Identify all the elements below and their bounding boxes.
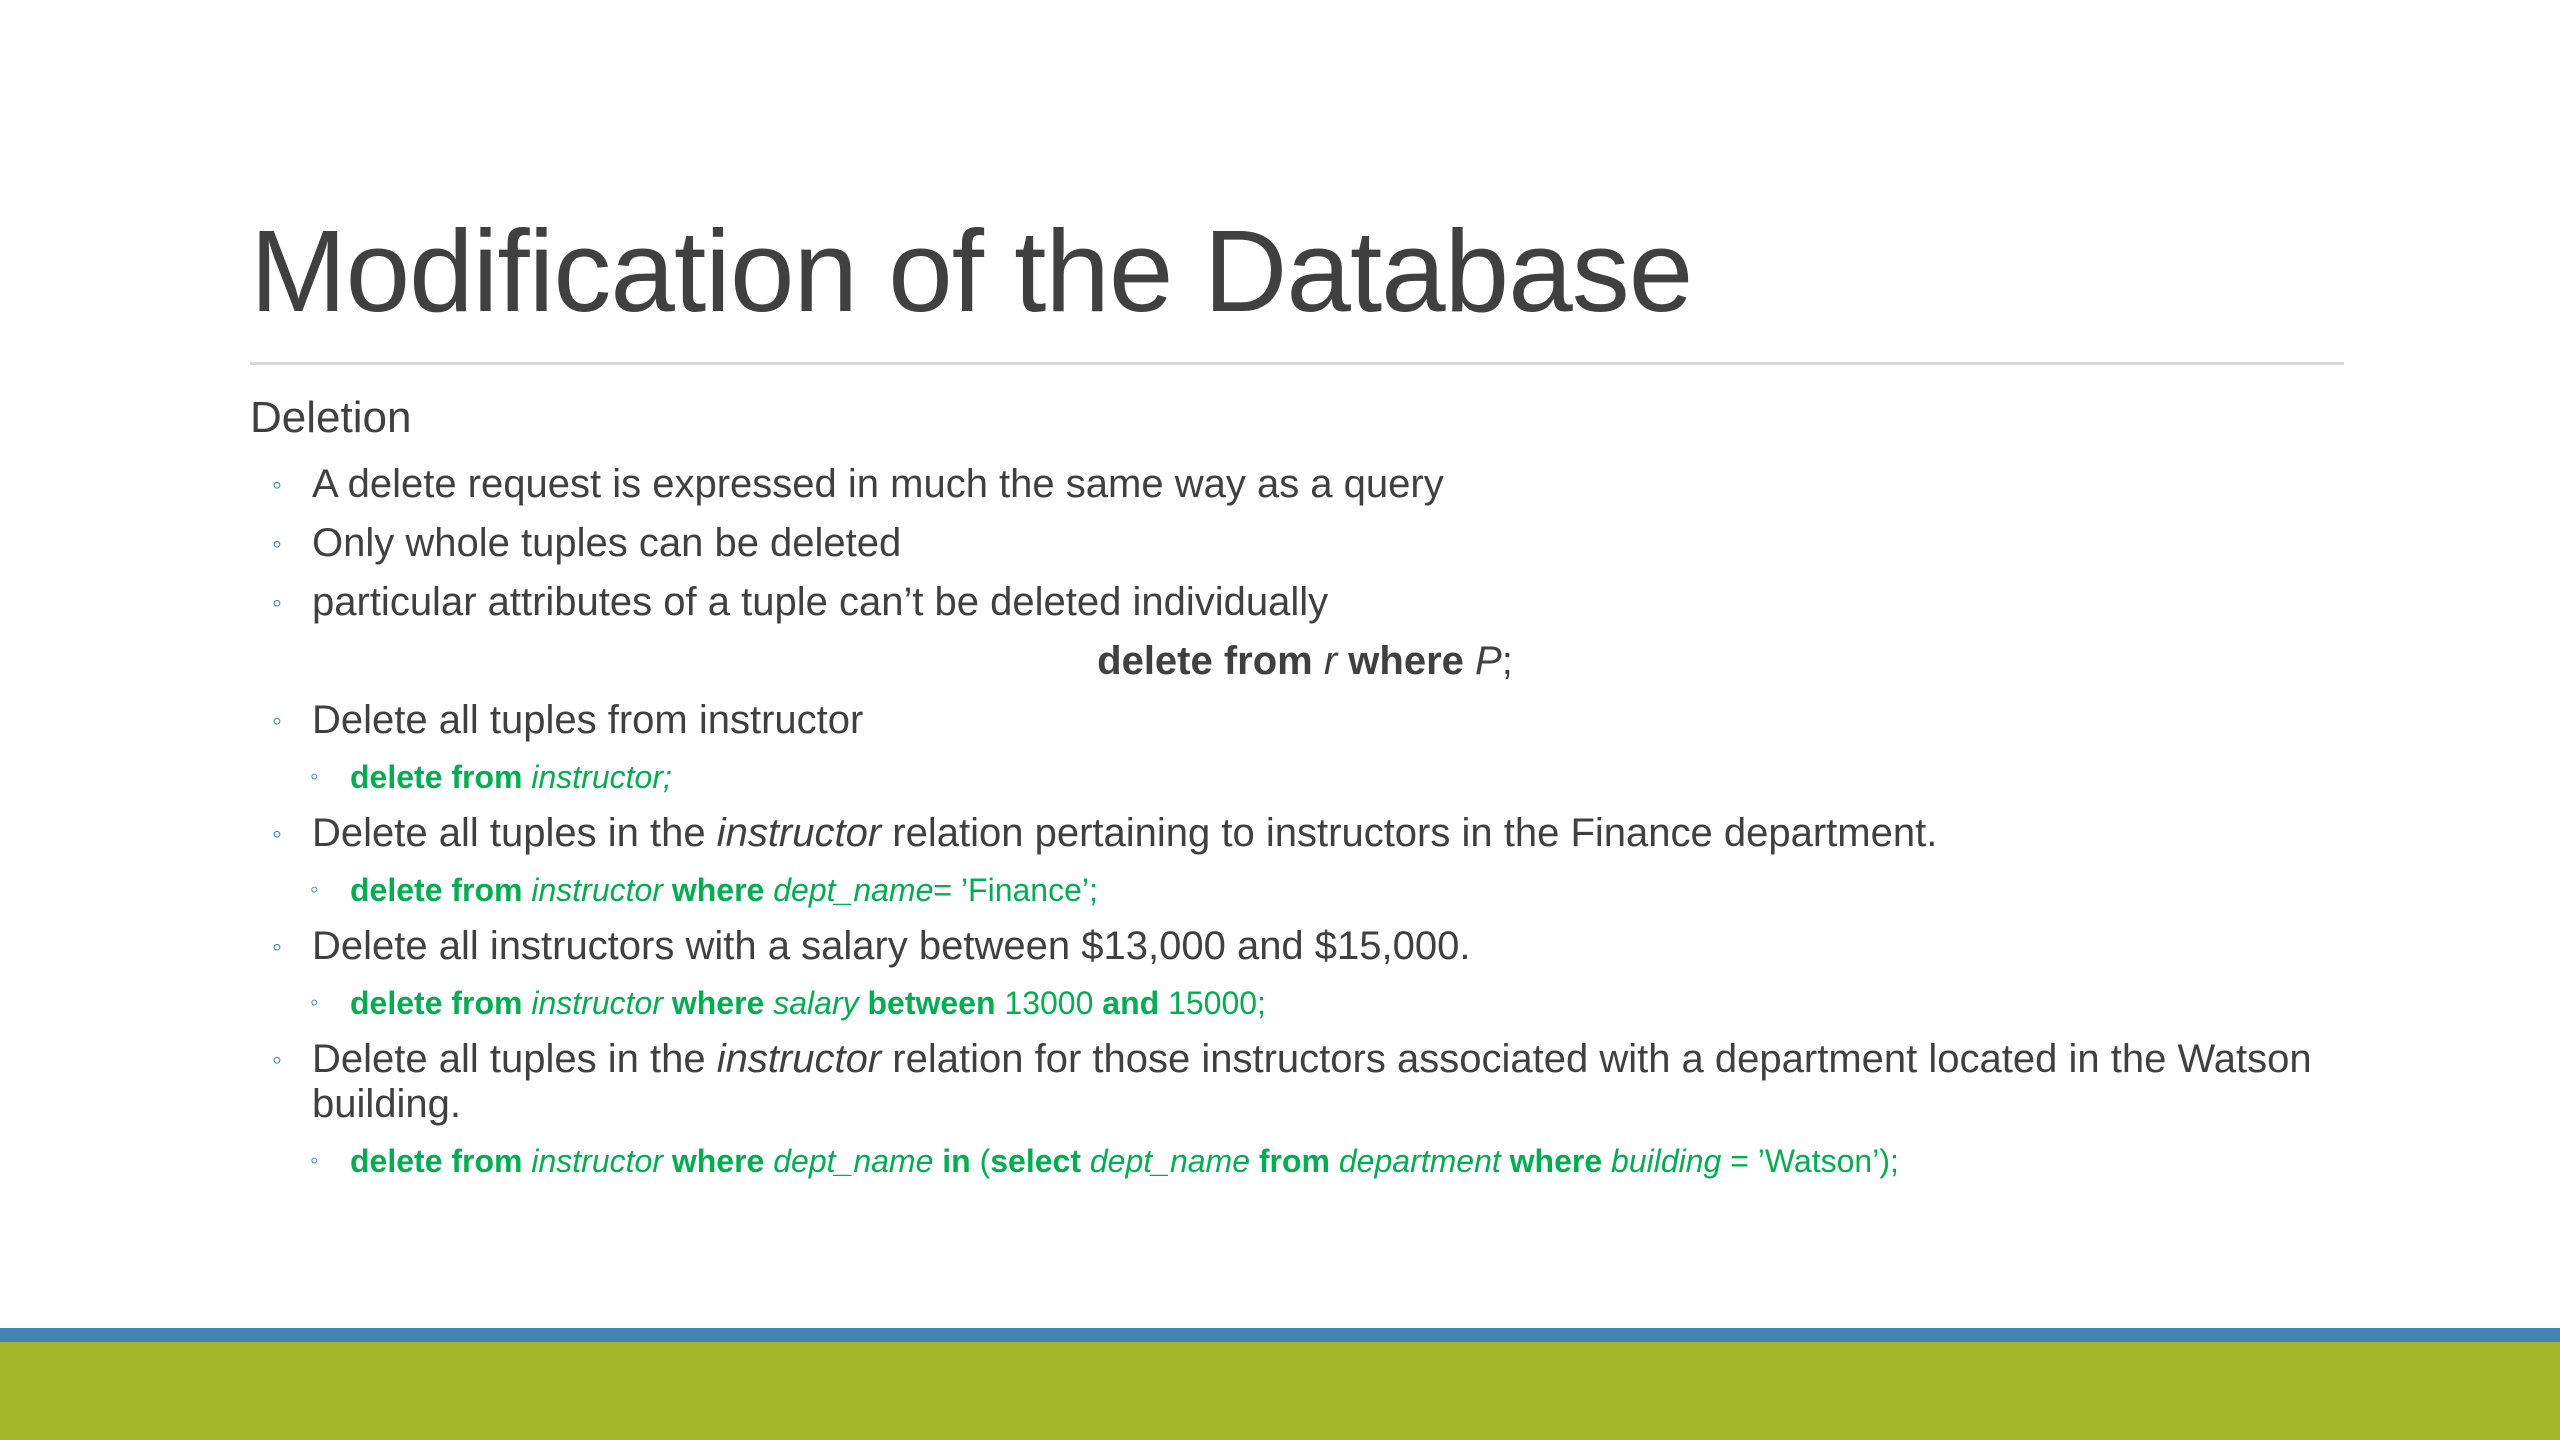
bullet-text: Delete all tuples in the [312,1037,717,1081]
bullet-text: relation pertaining to instructors in the Finance department. [881,811,1938,855]
syntax-keyword: delete from [1097,639,1324,683]
sub-bullet-icon: ◦ [310,989,319,1016]
code-keyword: where [662,985,774,1021]
code-semicolon: ; [662,759,672,795]
slide-title: Modification of the Database [250,206,1693,336]
code-attribute: dept_name [773,1143,934,1179]
bullet-text-relation: instructor [716,1037,882,1081]
code-keyword: and [1102,985,1169,1021]
syntax-keyword: where [1337,639,1476,683]
code-attribute: dept_name [773,872,934,908]
bullet-text: Delete all instructors with a salary between $13,000 and $15,000. [312,924,1471,968]
bullet-text: particular attributes of a tuple can’t be deleted individually [312,580,1329,624]
section-heading: Deletion [250,393,412,442]
bullet-text: relation for those instructors associated with a department located in the Watson building. [312,1037,2312,1126]
bullet-text: Only whole tuples can be deleted [312,521,902,565]
sub-bullet-icon: ◦ [310,763,319,790]
code-literal: 15000; [1168,985,1266,1021]
bullet-text: Delete all tuples from instructor [312,698,864,742]
syntax-predicate: P [1475,639,1502,683]
syntax-semicolon: ; [1501,639,1513,683]
code-attribute: dept_name [1089,1143,1250,1179]
code-literal: = ’Watson’); [1721,1143,1899,1179]
code-keyword: where [662,872,774,908]
code-literal: 13000 [1004,985,1103,1021]
code-literal: = ’Finance’; [933,872,1098,908]
bullet-icon: ◦ [272,1044,282,1075]
bullet-point [250,1037,2330,1127]
sub-bullet-icon: ◦ [310,1147,319,1174]
slide-content [250,388,2330,1181]
title-divider [250,362,2344,365]
code-keyword: where [1500,1143,1612,1179]
bullet-icon: ◦ [272,818,282,849]
code-keyword: in [933,1143,980,1179]
code-example [250,983,2330,1023]
bullet-point [250,924,2330,969]
footer-blue-band [0,1328,2560,1342]
bullet-text-relation: instructor [716,811,882,855]
bullet-point [250,698,2330,743]
bullet-icon: ◦ [272,469,282,500]
code-keyword: delete from [350,985,532,1021]
bullet-icon: ◦ [272,587,282,618]
code-paren: ( [979,1143,991,1179]
code-keyword: from [1249,1143,1339,1179]
bullet-text: A delete request is expressed in much the same way as a query [312,462,1444,506]
code-example [250,757,2330,797]
code-keyword: select [990,1143,1090,1179]
code-relation: instructor [531,872,663,908]
footer-green-band [0,1342,2560,1440]
code-attribute: salary [773,985,859,1021]
bullet-point [250,580,2330,625]
bullet-text: Delete all tuples in the [312,811,717,855]
code-example [250,1141,2330,1181]
code-keyword: delete from [350,1143,532,1179]
code-relation: department [1338,1143,1501,1179]
code-keyword: delete from [350,759,532,795]
delete-syntax [250,639,2330,684]
bullet-icon: ◦ [272,705,282,736]
code-relation: instructor [531,985,663,1021]
code-relation: instructor [531,1143,663,1179]
bullet-icon: ◦ [272,931,282,962]
code-keyword: delete from [350,872,532,908]
bullet-point [250,811,2330,856]
code-example [250,870,2330,910]
code-keyword: between [858,985,1005,1021]
code-relation: instructor [531,759,663,795]
syntax-relation: r [1323,639,1338,683]
code-attribute: building [1611,1143,1722,1179]
bullet-icon: ◦ [272,528,282,559]
sub-bullet-icon: ◦ [310,876,319,903]
bullet-point [250,462,2330,507]
code-keyword: where [662,1143,774,1179]
bullet-point [250,521,2330,566]
